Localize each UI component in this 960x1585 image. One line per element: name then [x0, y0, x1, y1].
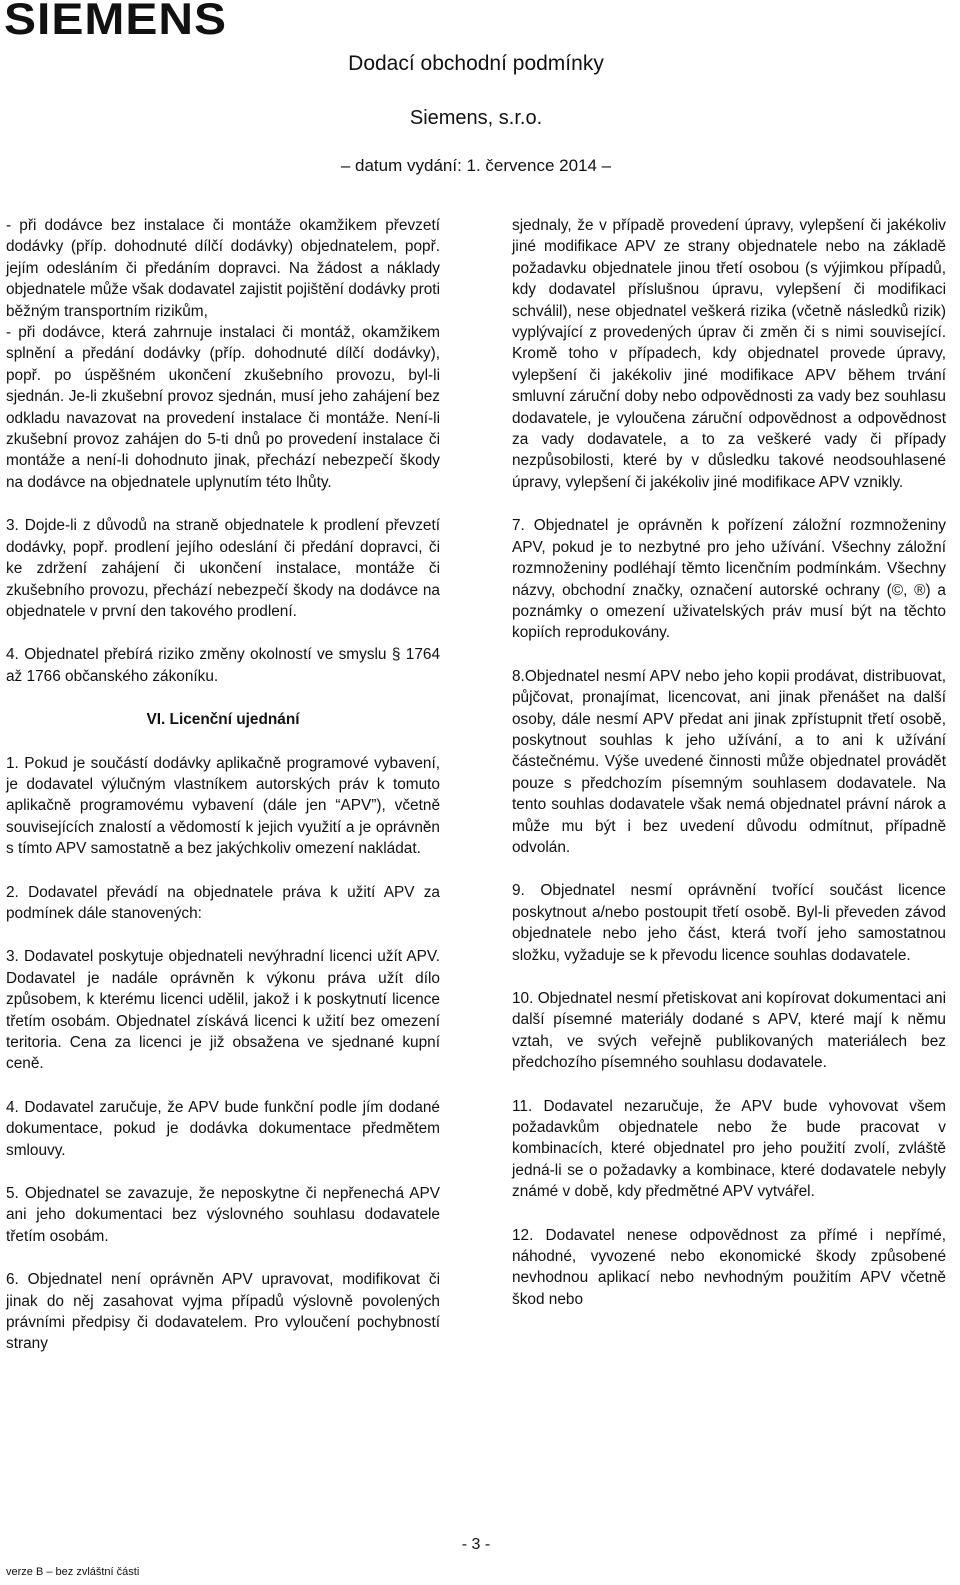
licence-paragraph-5: 5. Objednatel se zavazuje, že neposkytne či nepřenechá APV ani jeho dokumentaci bez výslovného souhlasu dodavatele třetím osobám.: [6, 1185, 440, 1245]
licence-paragraph-7: 7. Objednatel je oprávněn k pořízení záložní rozmnoženiny APV, pokud je to nezbytné pro jeho užívání. Všechny záložní rozmnoženiny podléhají těmto licenčním podmínkám. Všechny názvy, obchodní značky, označení autorské ochrany (©, ®) a poznámky o omezení uživatelských práv musí být na těchto kopiích reprodukovány.: [512, 517, 946, 642]
licence-paragraph-9: 9. Objednatel nesmí oprávnění tvořící součást licence poskytnout a/nebo postoupit třetí osobě. Byl-li převeden závod objednatele nebo jeho část, která tvoří jeho samostatnou složku, vyžaduje se k převodu licence souhlas dodavatele.: [512, 882, 946, 964]
issue-date: – datum vydání: 1. července 2014 –: [340, 156, 612, 175]
document-title: Dodací obchodní podmínky: [348, 52, 604, 75]
paragraph-3: 3. Dojde-li z důvodů na straně objednatele k prodlení převzetí dodávky, popř. prodlení jejího odeslání či předání dopravci, či ke zdržení zahájení či ukončení instalace, montáže či zkušebního provozu, přechází nebezpečí škody na dodávce na objednatele v první den takového prodlení.: [6, 517, 440, 620]
paragraph-delivery-with-installation: - při dodávce, která zahrnuje instalaci či montáž, okamžikem splnění a předání dodávky (příp. dohodnuté dílčí dodávky), popř. po úspěšném ukončení zkušebního provozu, byl-li sjednán. Je-li zkušební provoz sjednán, musí jeho zahájení bez odkladu navazovat na provedení instalace či montáže. Není-li zkušební provoz zahájen do 5-ti dnů po provedení instalace či montáže a není-li dohodnuto jinak, přechází nebezpečí škody na dodávce na objednatele uplynutím této lhůty.: [6, 324, 440, 491]
paragraph-delivery-without-installation: - při dodávce bez instalace či montáže okamžikem převzetí dodávky (příp. dohodnuté dílčí dodávky) objednatelem, popř. jejím odesláním či předáním dopravci. Na žádost a náklady objednatele může však dodavatel zajistit pojištění dodávky proti běžným transportním rizikům,: [6, 217, 440, 320]
version-note: verze B – bez zvláštní části: [6, 1566, 140, 1578]
licence-paragraph-10: 10. Objednatel nesmí přetiskovat ani kopírovat dokumentaci ani další písemné materiály dodané s APV, které mají k němu vztah, ve svých veřejně publikovaných materiálech bez předchozího písemného souhlasu dodavatele.: [512, 990, 946, 1072]
section-heading-licence: VI. Licenční ujednání: [146, 711, 300, 729]
licence-paragraph-1: 1. Pokud je součástí dodávky aplikačně programové vybavení, je dodavatel výlučným vlastníkem autorských práv k tomuto aplikačně programovému vybavení (dále jen “APV”), včetně souvisejících znalostí a vědomostí k jejich využití a je oprávněn s tímto APV samostatně a bez jakýchkoliv omezení nakládat.: [6, 754, 440, 858]
licence-paragraph-6: 6. Objednatel není oprávněn APV upravovat, modifikovat či jinak do něj zasahovat vyjma případů výslovně povolených právními předpisy či dodavatelem. Pro vyloučení pochybností strany: [6, 1271, 440, 1353]
left-column: [6, 215, 440, 1377]
company-name: Siemens, s.r.o.: [409, 107, 543, 129]
licence-paragraph-12: 12. Dodavatel nenese odpovědnost za přímé i nepřímé, náhodné, vyvozené nebo ekonomické škody způsobené nevhodnou aplikací nebo nevhodným použitím APV včetně škod nebo: [512, 1226, 946, 1308]
right-column: [512, 215, 946, 1332]
licence-paragraph-2: 2. Dodavatel převádí na objednatele práva k užití APV za podmínek dále stanovených:: [6, 883, 440, 922]
licence-paragraph-11: 11. Dodavatel nezaručuje, že APV bude vyhovovat všem požadavkům objednatele nebo že bude pracovat v kombinacích, které objednatel pro jeho použití zvolí, zvláště jedná-li se o požadavky a kombinace, které dodavatele nebyly známé v době, kdy předmětné APV vytvářel.: [512, 1097, 946, 1201]
siemens-logo: SIEMENS: [4, 0, 228, 45]
licence-paragraph-4: 4. Dodavatel zaručuje, že APV bude funkční podle jím dodané dokumentace, pokud je dodávka dokumentace předmětem smlouvy.: [6, 1098, 440, 1159]
licence-paragraph-6-continued: sjednaly, že v případě provedení úpravy, vylepšení či jakékoliv jiné modifikace APV ze strany objednatele nebo na základě požadavku objednatele jinou třetí osobou (s výjimkou případů, kdy dodavatel příslušnou úpravu, vylepšení či modifikaci schválil), nese objednatel veškerá rizika (včetně následků rizik) vyplývající z provedených úprav či změn či s nimi související. Kromě toho v případech, kdy objednatel provede úpravy, vylepšení či jakékoliv jiné modifikace APV během trvání smluvní záruční doby nebo odpovědnosti za vady bez souhlasu dodavatele, je vyloučena záruční odpovědnost a odpovědnost za vady dodavatele, a to za veškeré vady či případy nezpůsobilosti, které by v důsledku takové neodsouhlasené úpravy, vylepšení či jakékoliv jiné modifikace APV vznikly.: [512, 217, 946, 491]
paragraph-4: 4. Objednatel přebírá riziko změny okolností ve smyslu § 1764 až 1766 občanského zákoníku.: [6, 646, 440, 685]
page-number: - 3 -: [461, 1536, 491, 1553]
licence-paragraph-8: 8.Objednatel nesmí APV nebo jeho kopii prodávat, distribuovat, půjčovat, pronajímat, licencovat, ani jinak přenášet na další osoby, dále nesmí APV předat ani jinak zpřístupnit třetí osobě, poskytnout souhlas k jeho užívání, a to ani k užívání částečnému. Výše uvedené činnosti může objednatel provádět pouze s předchozím písemným souhlasem dodavatele. Na tento souhlas dodavatele však nemá objednatel právní nárok a může mu být i bez uvedení důvodu odmítnut, případně odvolán.: [512, 667, 946, 856]
licence-paragraph-3: 3. Dodavatel poskytuje objednateli nevýhradní licenci užít APV. Dodavatel je nadále oprávněn k výkonu práva užít dílo způsobem, k kterému licenci udělil, jakož i k poskytnutí licence třetím osobám. Objednatel získává licenci k užití bez omezení teritoria. Cena za licenci je již obsažena ve sjednané kupní ceně.: [6, 948, 440, 1073]
